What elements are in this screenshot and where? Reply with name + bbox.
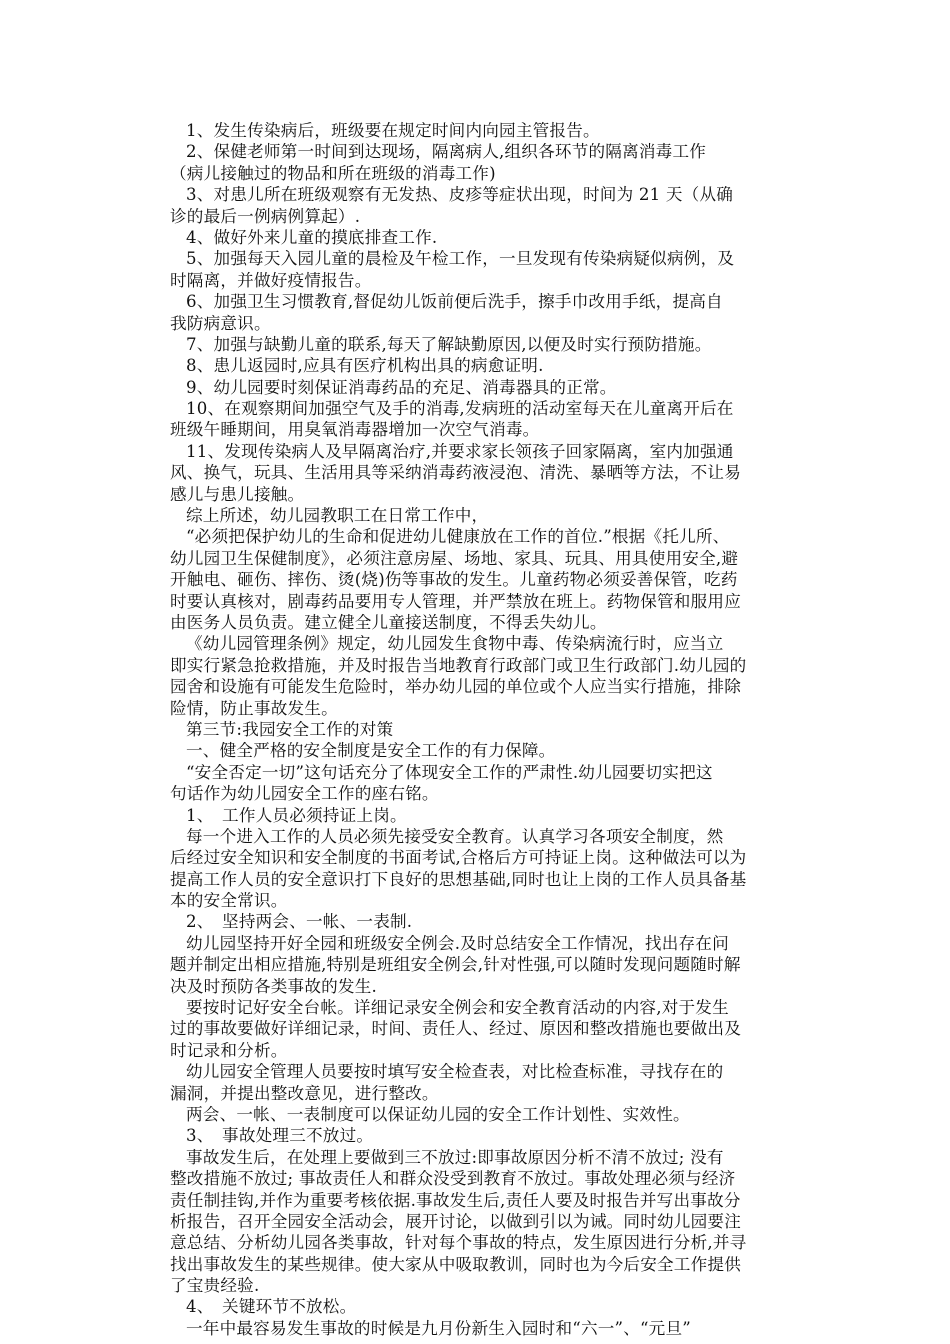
- text-line: “安全否定一切”这句话充分了体现安全工作的严肃性.幼儿园要切实把这: [186, 762, 713, 782]
- text-line: 1、 工作人员必须持证上岗。: [186, 805, 407, 825]
- text-line: 11、发现传染病人及早隔离治疗,并要求家长领孩子回家隔离，室内加强通: [186, 441, 734, 461]
- text-line: 1、发生传染病后，班级要在规定时间内向园主管报告。: [186, 121, 600, 140]
- text-line: 整改措施不放过; 事故责任人和群众没受到教育不放过。事故处理必须与经济: [170, 1169, 736, 1189]
- text-line: 每一个进入工作的人员必须先接受安全教育。认真学习各项安全制度，然: [186, 826, 724, 846]
- text-line: 综上所述，幼儿园教职工在日常工作中，: [186, 506, 489, 526]
- text-line: 时记录和分析。: [170, 1040, 288, 1060]
- text-line: 漏洞，并提出整改意见，进行整改。: [170, 1083, 439, 1103]
- text-line: 即实行紧急抢救措施，并及时报告当地教育行政部门或卫生行政部门.幼儿园的: [170, 655, 747, 675]
- text-line: 7、加强与缺勤儿童的联系,每天了解缺勤原因,以便及时实行预防措施。: [186, 334, 712, 354]
- text-line: 第三节:我园安全工作的对策: [186, 719, 394, 739]
- text-line: 开触电、砸伤、摔伤、烫(烧)伤等事故的发生。儿童药物必须妥善保管，吃药: [170, 570, 738, 590]
- text-line: 班级午睡期间，用臭氧消毒器增加一次空气消毒。: [170, 420, 540, 440]
- text-line: 题并制定出相应措施,特别是班组安全例会,针对性强,可以随时发现问题随时解: [170, 955, 741, 975]
- text-line: 要按时记好安全台帐。详细记录安全例会和安全教育活动的内容,对于发生: [186, 998, 729, 1018]
- text-line: 时要认真核对，剧毒药品要用专人管理，并严禁放在班上。药物保管和服用应: [170, 591, 741, 611]
- text-line: 找出事故发生的某些规律。使大家从中吸取教训，同时也为今后安全工作提供: [170, 1254, 741, 1274]
- text-line: 由医务人员负责。建立健全儿童接送制度，不得丢失幼儿。: [170, 612, 607, 632]
- text-line: 本的安全常识。: [170, 891, 288, 911]
- text-line: 两会、一帐、一表制度可以保证幼儿园的安全工作计划性、实效性。: [186, 1104, 690, 1124]
- text-line: 《幼儿园管理条例》规定，幼儿园发生食物中毒、传染病流行时，应当立: [186, 634, 724, 654]
- text-line: 10、在观察期间加强空气及手的消毒,发病班的活动室每天在儿童离开后在: [186, 399, 734, 419]
- text-line: 9、幼儿园要时刻保证消毒药品的充足、消毒器具的正常。: [186, 377, 617, 397]
- text-line: 一年中最容易发生事故的时候是九月份新生入园时和“六一”、“元旦”: [186, 1318, 691, 1338]
- text-line: 幼儿园安全管理人员要按时填写安全检查表，对比检查标准，寻找存在的: [186, 1062, 724, 1082]
- text-line: 了宝贵经验.: [170, 1276, 260, 1296]
- text-line: 诊的最后一例病例算起）.: [170, 206, 361, 226]
- text-line: “必须把保护幼儿的生命和促进幼儿健康放在工作的首位.”根据《托儿所、: [186, 527, 730, 547]
- text-line: 析报告，召开全园安全活动会，展开讨论，以做到引以为诫。同时幼儿园要注: [170, 1211, 741, 1231]
- text-line: 2、保健老师第一时间到达现场，隔离病人,组织各环节的隔离消毒工作: [186, 142, 707, 162]
- text-line: 风、换气，玩具、生活用具等采纳消毒药液浸泡、清洗、暴晒等方法，不让易: [170, 463, 741, 483]
- text-line: 后经过安全知识和安全制度的书面考试,合格后方可持证上岗。这种做法可以为: [170, 848, 747, 868]
- text-line: 3、对患儿所在班级观察有无发热、皮疹等症状出现，时间为 21 天（从确: [186, 185, 734, 205]
- text-line: 险情，防止事故发生。: [170, 698, 338, 718]
- text-line: 园舍和设施有可能发生危险时，举办幼儿园的单位或个人应当实行措施，排除: [170, 677, 741, 697]
- text-line: 一、健全严格的安全制度是安全工作的有力保障。: [186, 741, 556, 761]
- text-line: 时隔离，并做好疫情报告。: [170, 270, 372, 290]
- text-line: 4、 关键环节不放松。: [186, 1297, 357, 1317]
- text-line: 感儿与患儿接触。: [170, 484, 305, 504]
- text-line: 6、加强卫生习惯教育,督促幼儿饭前便后洗手，擦手巾改用手纸，提高自: [186, 292, 723, 312]
- document-body: [170, 120, 805, 1339]
- text-line: 事故发生后，在处理上要做到三不放过:即事故原因分析不清不放过; 没有: [186, 1147, 724, 1167]
- text-line: 我防病意识。: [170, 313, 271, 333]
- text-line: 过的事故要做好详细记录，时间、责任人、经过、原因和整改措施也要做出及: [170, 1019, 741, 1039]
- text-line: 幼儿园卫生保健制度》，必须注意房屋、场地、家具、玩具、用具使用安全,避: [170, 548, 739, 568]
- text-line: 幼儿园坚持开好全园和班级安全例会.及时总结安全工作情况，找出存在问: [186, 933, 729, 953]
- text-line: 2、 坚持两会、一帐、一表制.: [186, 912, 413, 932]
- text-line: （病儿接触过的物品和所在班级的消毒工作): [170, 163, 496, 183]
- text-line: 意总结、分析幼儿园各类事故，针对每个事故的特点，发生原因进行分析,并寻: [170, 1233, 747, 1253]
- text-line: 决及时预防各类事故的发生.: [170, 976, 377, 996]
- text-line: 5、加强每天入园儿童的晨检及午检工作，一旦发现有传染病疑似病例，及: [186, 249, 735, 269]
- text-line: 8、患儿返园时,应具有医疗机构出具的病愈证明.: [186, 356, 544, 376]
- text-line: 4、做好外来儿童的摸底排查工作.: [186, 227, 438, 247]
- text-line: 提高工作人员的安全意识打下良好的思想基础,同时也让上岗的工作人员具备基: [170, 869, 747, 889]
- text-line: 句话作为幼儿园安全工作的座右铭。: [170, 784, 439, 804]
- text-line: 3、 事故处理三不放过。: [186, 1126, 374, 1146]
- text-line: 责任制挂钩,并作为重要考核依据.事故发生后,责任人要及时报告并写出事故分: [170, 1190, 741, 1210]
